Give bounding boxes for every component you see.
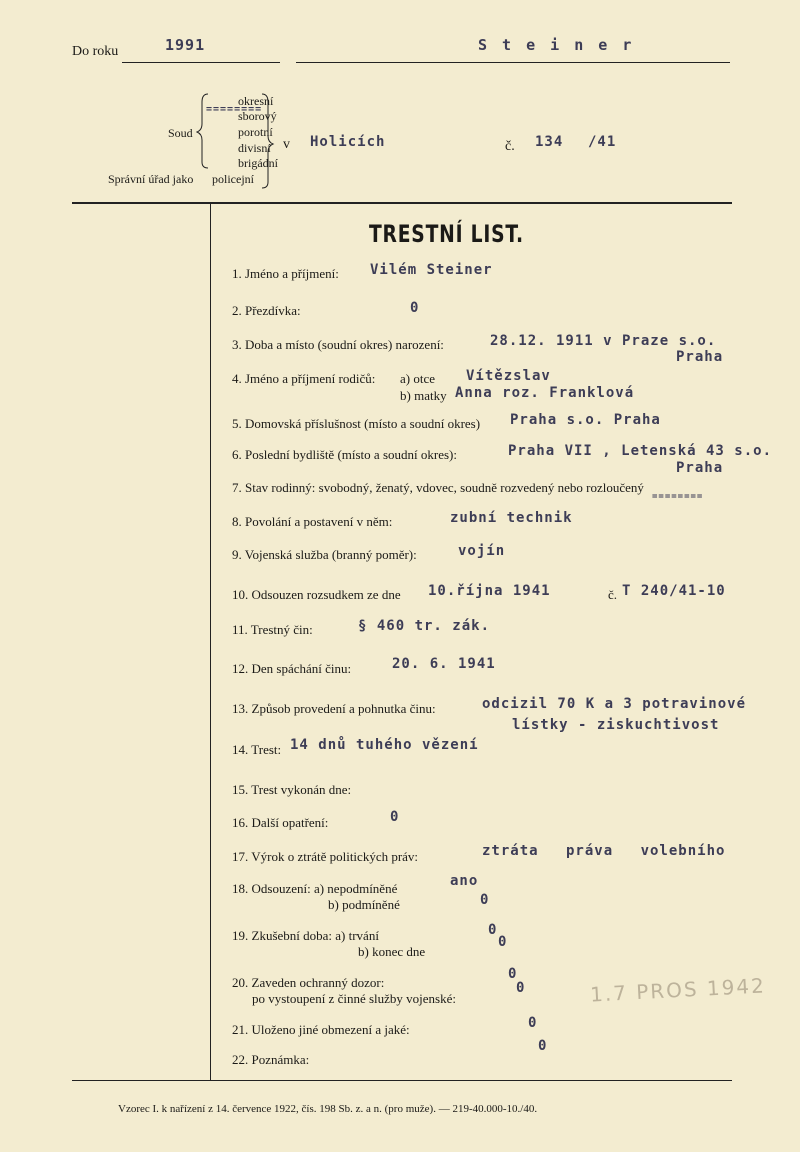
item-1-label: 1. Jméno a příjmení: <box>232 266 339 281</box>
item-5-value: Praha s.o. Praha <box>510 412 661 428</box>
item-3-value-line2: Praha <box>676 349 724 365</box>
item-10-c-label: č. <box>608 587 618 602</box>
item-20-label-line2: po vystoupení z činné služby vojenské: <box>252 991 456 1006</box>
item-15-label: 15. Trest vykonán dne: <box>232 782 352 797</box>
item-19b-label: b) konec dne <box>358 944 426 959</box>
item-19-label: 19. Zkušební doba: a) trvání <box>232 928 379 943</box>
court-braces <box>196 90 286 190</box>
top-separator <box>72 202 732 204</box>
item-18a-value: ano <box>450 873 479 889</box>
item-5-label: 5. Domovská příslušnost (místo a soudní okres) <box>232 416 481 431</box>
item-19b-value: 0 <box>498 934 508 950</box>
soud-label: Soud <box>168 126 193 140</box>
item-2-value: 0 <box>410 300 420 316</box>
header-rule-left <box>122 62 280 63</box>
form-footer: Vzorec I. k nařízení z 14. července 1922, čís. 198 Sb. z. a n. (pro muže). — 219-40.000-10./40. <box>118 1103 538 1115</box>
court-option-porotni: porotní <box>238 125 273 139</box>
court-place-value: Holicích <box>310 134 386 150</box>
item-4a-label: a) otce <box>400 371 436 386</box>
item-20b-value: 0 <box>516 980 526 996</box>
item-9-label: 9. Vojenská služba (branný poměr): <box>232 547 417 562</box>
v-label: v <box>283 137 290 152</box>
item-16-label: 16. Další opatření: <box>232 815 329 830</box>
item-4a-value: Vítězslav <box>466 368 551 384</box>
item-3-value: 28.12. 1911 v Praze s.o. <box>490 333 717 349</box>
item-21-value: 0 <box>528 1015 538 1031</box>
item-7-label: 7. Stav rodinný: svobodný, ženatý, vdovec, soudně rozvedený nebo rozloučený <box>232 480 644 495</box>
header-rule-right <box>296 62 730 63</box>
item-13-value: odcizil 70 K a 3 potravinové <box>482 696 747 712</box>
item-7-strike: ======== <box>652 492 704 502</box>
court-option-divisni: divisní <box>238 141 271 155</box>
item-22-label: 22. Poznámka: <box>232 1052 310 1067</box>
item-10-value: 10.října 1941 <box>428 583 551 599</box>
item-10-c-value: T 240/41-10 <box>622 583 726 599</box>
item-20-label: 20. Zaveden ochranný dozor: <box>232 975 385 990</box>
item-1-value: Vilém Steiner <box>370 262 493 278</box>
item-14-label: 14. Trest: <box>232 742 282 757</box>
item-4b-label: b) matky <box>400 388 447 403</box>
bottom-separator <box>72 1080 732 1081</box>
item-13-label: 13. Způsob provedení a pohnutka činu: <box>232 701 436 716</box>
year-value: 1991 <box>165 36 206 54</box>
case-year-value: /41 <box>588 134 617 150</box>
item-14-value: 14 dnů tuhého vězení <box>290 737 479 753</box>
item-12-value: 20. 6. 1941 <box>392 656 496 672</box>
item-6-label: 6. Poslední bydliště (místo a soudní okres): <box>232 447 457 462</box>
court-option-sborovy: sborový <box>238 109 277 123</box>
item-16-value: 0 <box>390 809 400 825</box>
item-17-label: 17. Výrok o ztrátě politických práv: <box>232 849 419 864</box>
case-number-value: 134 <box>535 134 564 150</box>
item-6-value-line2: Praha <box>676 460 724 476</box>
surname-value: S t e i n e r <box>478 36 635 54</box>
item-9-value: vojín <box>458 543 506 559</box>
court-strike-mark: ======== <box>206 104 263 115</box>
item-10-label: 10. Odsouzen rozsudkem ze dne <box>232 587 401 602</box>
item-2-label: 2. Přezdívka: <box>232 303 301 318</box>
item-6-value: Praha VII , Letenská 43 s.o. <box>508 443 773 459</box>
item-18b-label: b) podmíněné <box>328 897 400 912</box>
item-20a-value: 0 <box>508 966 518 982</box>
item-12-label: 12. Den spáchání činu: <box>232 661 352 676</box>
item-11-label: 11. Trestný čin: <box>232 622 313 637</box>
do-roku-label: Do roku <box>72 44 119 59</box>
item-11-value: § 460 tr. zák. <box>358 618 491 634</box>
item-8-value: zubní technik <box>450 510 573 526</box>
item-17-value: ztráta práva volebního <box>482 843 726 859</box>
item-13-value-line2: lístky - ziskuchtivost <box>512 717 720 733</box>
admin-office-label: Správní úřad jako <box>108 172 194 186</box>
item-22-value: 0 <box>538 1038 548 1054</box>
item-18-label: 18. Odsouzení: a) nepodmíněné <box>232 881 398 896</box>
item-19a-value: 0 <box>488 922 498 938</box>
item-8-label: 8. Povolání a postavení v něm: <box>232 514 393 529</box>
c-label: č. <box>505 139 515 154</box>
document-title: TRESTNÍ LIST. <box>369 220 524 248</box>
item-21-label: 21. Uloženo jiné obmezení a jaké: <box>232 1022 410 1037</box>
left-margin-line <box>210 204 211 1080</box>
item-18b-value: 0 <box>480 892 490 908</box>
court-option-brigadni: brigádní <box>238 156 278 170</box>
item-4b-value: Anna roz. Franklová <box>455 385 635 401</box>
received-stamp: 1.7 PROS 1942 <box>589 973 767 1007</box>
item-3-label: 3. Doba a místo (soudní okres) narození: <box>232 337 444 352</box>
court-option-okresni: okresní <box>238 94 274 108</box>
admin-office-option: policejní <box>212 172 254 186</box>
item-4-label: 4. Jméno a příjmení rodičů: <box>232 371 376 386</box>
